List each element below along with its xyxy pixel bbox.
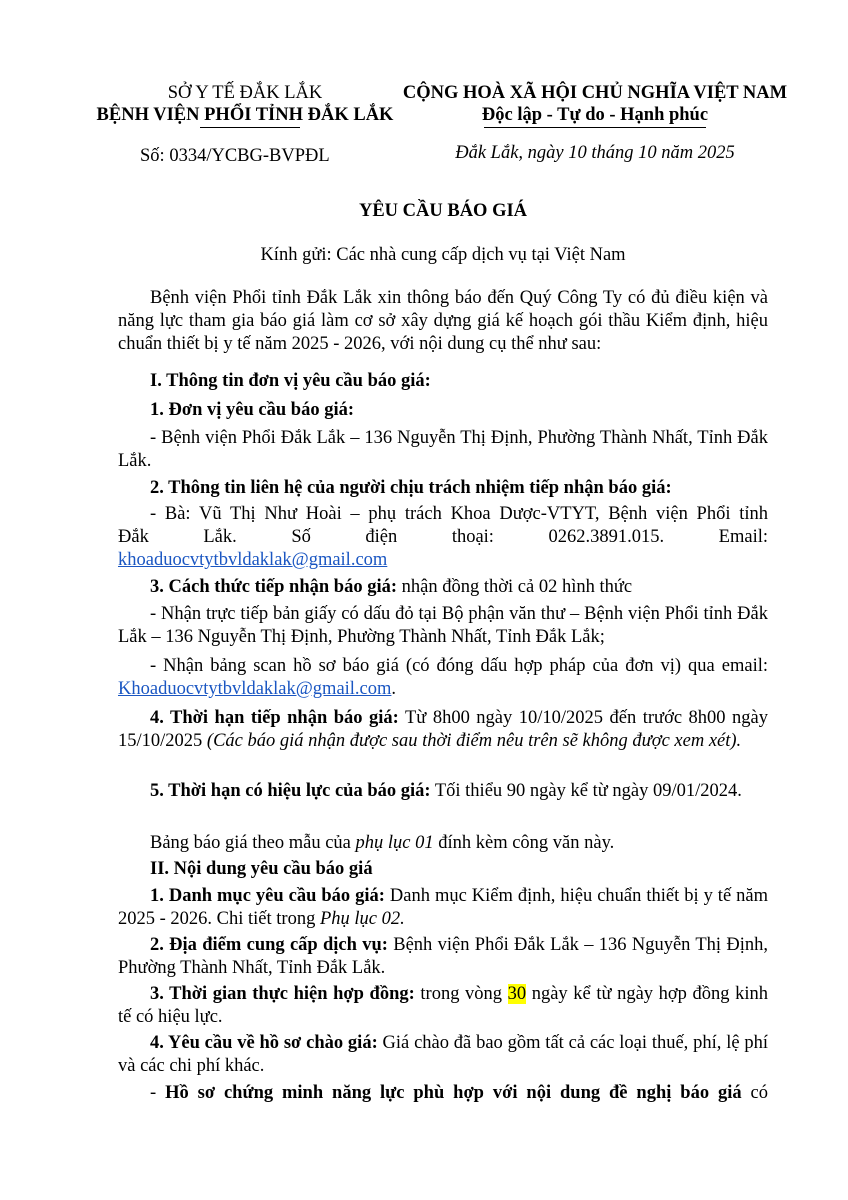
contact-line-2: Đắk Lắk. Số điện thoại: 0262.3891.015. Email: xyxy=(118,527,768,547)
section-1-item-1-text: - Bệnh viện Phổi Đắk Lắk – 136 Nguyễn Thị Định, Phường Thành Nhất, Tỉnh Đắk Lắk. xyxy=(118,428,768,471)
section-1-heading: I. Thông tin đơn vị yêu cầu báo giá: xyxy=(150,371,431,391)
document-title: YÊU CẦU BÁO GIÁ xyxy=(358,201,528,221)
recipient-line: Kính gửi: Các nhà cung cấp dịch vụ tại Việt Nam xyxy=(260,245,626,265)
section-2-item-2: 2. Địa điểm cung cấp dịch vụ: Bệnh viện Phổi Đắk Lắk – 136 Nguyễn Thị Định, Phường Thành Nhất, Tỉnh Đắk Lắk. xyxy=(118,935,769,978)
section-1-item-5: 5. Thời hạn có hiệu lực của báo giá: Tối thiểu 90 ngày kể từ ngày 09/01/2024. xyxy=(150,781,742,801)
section-2-item-1: 1. Danh mục yêu cầu báo giá: Danh mục Kiểm định, hiệu chuẩn thiết bị y tế năm 2025 - 2026. Chi tiết trong Phụ lục 02. xyxy=(118,886,768,929)
section-2-heading: II. Nội dung yêu cầu báo giá xyxy=(150,859,373,879)
contact-email-link[interactable]: khoaduocvtytbvldaklak@gmail.com xyxy=(118,550,388,570)
contract-days-highlight: 30 xyxy=(507,984,527,1004)
country-name: CỘNG HOÀ XÃ HỘI CHỦ NGHĨA VIỆT NAM xyxy=(402,83,788,103)
place-date: Đắk Lắk, ngày 10 tháng 10 năm 2025 xyxy=(455,143,735,163)
delivery-method-1: - Nhận trực tiếp bản giấy có dấu đỏ tại Bộ phận văn thư – Bệnh viện Phổi tỉnh Đắk Lắk – 136 Nguyễn Thị Định, Phường Thành Nhất, Tỉnh Đắk Lắk; xyxy=(118,604,768,647)
scan-email-link[interactable]: Khoaduocvtytbvldaklak@gmail.com xyxy=(118,679,392,699)
section-2-item-4: 4. Yêu cầu về hồ sơ chào giá: Giá chào đã bao gồm tất cả các loại thuế, phí, lệ phí và các chi phí khác. xyxy=(118,1033,769,1076)
section-2-item-3: 3. Thời gian thực hiện hợp đồng: trong vòng 30 ngày kể từ ngày hợp đồng kinh tế có hiệu lực. xyxy=(118,984,768,1027)
section-2-item-4-bullet: - Hồ sơ chứng minh năng lực phù hợp với nội dung đề nghị báo giá có xyxy=(150,1083,768,1103)
document-number: Số: 0334/YCBG-BVPĐL xyxy=(140,146,330,166)
section-1-item-3: 3. Cách thức tiếp nhận báo giá: nhận đồng thời cả 02 hình thức xyxy=(150,577,633,597)
right-header-rule xyxy=(484,127,706,128)
contact-line-1: - Bà: Vũ Thị Như Hoài – phụ trách Khoa Dược-VTYT, Bệnh viện Phổi tỉnh xyxy=(150,504,768,524)
agency-name: SỞ Y TẾ ĐẮK LẮK xyxy=(167,83,323,103)
section-1-item-2-heading: 2. Thông tin liên hệ của người chịu trách nhiệm tiếp nhận báo giá: xyxy=(150,478,672,498)
template-note: Bảng báo giá theo mẫu của phụ lục 01 đính kèm công văn này. xyxy=(150,833,615,853)
hospital-name: BỆNH VIỆN PHỔI TỈNH ĐẮK LẮK xyxy=(96,105,394,125)
national-motto: Độc lập - Tự do - Hạnh phúc xyxy=(481,105,709,125)
delivery-method-2: - Nhận bảng scan hồ sơ báo giá (có đóng dấu hợp pháp của đơn vị) qua email: Khoaduocvtytbvldaklak@gmail.com. xyxy=(118,656,768,699)
left-header-rule xyxy=(200,127,300,128)
section-1-item-4: 4. Thời hạn tiếp nhận báo giá: Từ 8h00 ngày 10/10/2025 đến trước 8h00 ngày 15/10/2025 (Các báo giá nhận được sau thời điểm nêu trên sẽ không được xem xét). xyxy=(118,708,769,751)
section-1-item-1-heading: 1. Đơn vị yêu cầu báo giá: xyxy=(150,400,354,420)
intro-paragraph: Bệnh viện Phổi tỉnh Đắk Lắk xin thông báo đến Quý Công Ty có đủ điều kiện và năng lực tham gia báo giá làm cơ sở xây dựng giá kế hoạch gói thầu Kiểm định, hiệu chuẩn thiết bị y tế năm 2025 - 2026, với nội dung cụ thể như sau: xyxy=(118,288,768,354)
